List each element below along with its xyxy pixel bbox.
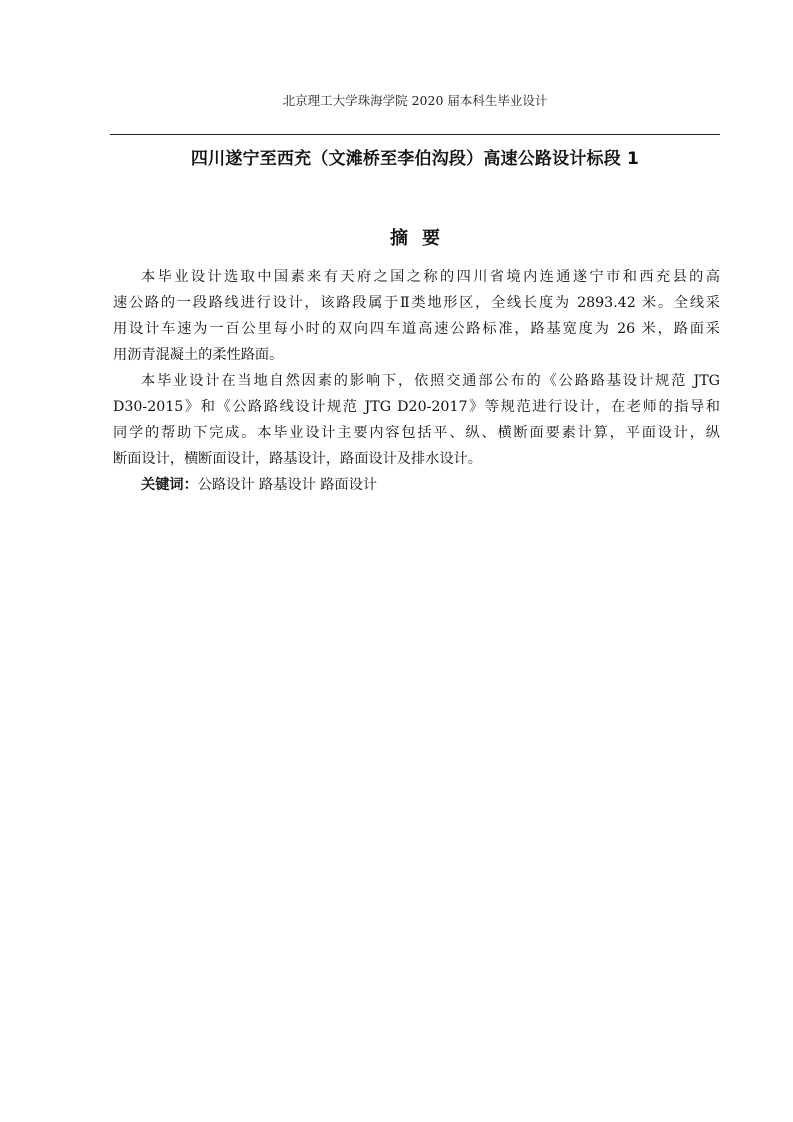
paragraph-line: D30-2015》和《公路路线设计规范 JTG D20-2017》等规范进行设计，在老师的指导和 bbox=[113, 399, 720, 415]
paragraph-line: 用设计车速为一百公里每小时的双向四车道高速公路标准，路基宽度为 26 米，路面采 bbox=[113, 321, 720, 337]
page-header: 北京理工大学珠海学院 2020 届本科生毕业设计 bbox=[282, 93, 548, 108]
abstract-body bbox=[113, 264, 720, 498]
paragraph-line: 速公路的一段路线进行设计，该路段属于Ⅱ类地形区，全线长度为 2893.42 米。全线采 bbox=[113, 295, 720, 311]
abstract-heading: 摘要 bbox=[390, 228, 454, 249]
document-title: 四川遂宁至西充（文滩桥至李伯沟段）高速公路设计标段 1 bbox=[190, 149, 640, 169]
paragraph-line: 本毕业设计在当地自然因素的影响下，依照交通部公布的《公路路基设计规范 JTG bbox=[141, 373, 720, 389]
paragraph-line: 用沥青混凝土的柔性路面。 bbox=[113, 347, 284, 363]
keywords-line bbox=[113, 472, 720, 498]
header-divider bbox=[110, 134, 720, 135]
abstract-paragraph-1 bbox=[113, 264, 720, 368]
paragraph-line: 同学的帮助下完成。本毕业设计主要内容包括平、纵、横断面要素计算，平面设计，纵 bbox=[113, 425, 720, 441]
paragraph-line: 断面设计，横断面设计，路基设计，路面设计及排水设计。 bbox=[113, 451, 482, 467]
keywords-label: 关键词： bbox=[141, 477, 198, 493]
paragraph-line: 本毕业设计选取中国素来有天府之国之称的四川省境内连通遂宁市和西充县的高 bbox=[141, 269, 720, 285]
keywords-list: 公路设计 路基设计 路面设计 bbox=[197, 477, 378, 493]
abstract-paragraph-2 bbox=[113, 368, 720, 472]
